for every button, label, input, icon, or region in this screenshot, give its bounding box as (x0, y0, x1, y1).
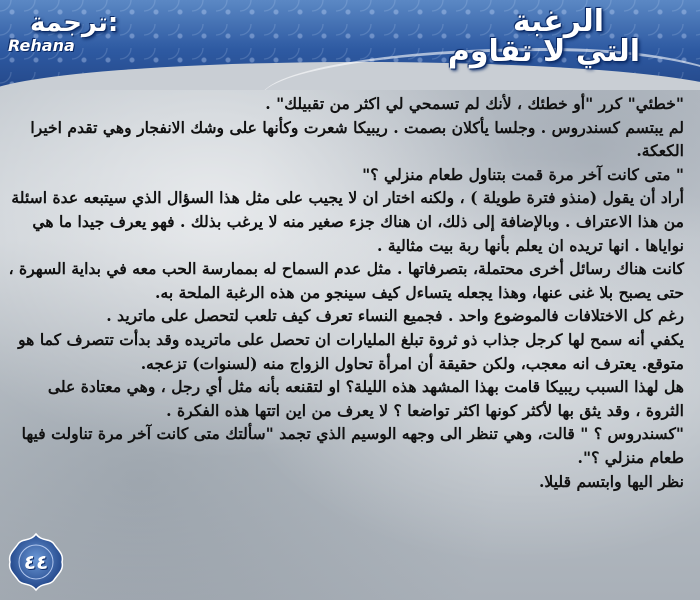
paragraph: أراد أن يقول (منذو فترة طويلة ) ، ولكنه اختار ان لا يجيب على مثل هذا السؤال الذي سيتبعه عدة اسئلة من هذا الاعتراف . وبالإضافة إلى ذلك، ان هناك جزء صغير منه لا يرغب بذلك . فهو يعرف جيدا ما هي نواياها . انها تريده ان يعلم بأنها ربة بيت مثالية . (11, 188, 684, 255)
paragraph: " متى كانت آخر مرة قمت بتناول طعام منزلي ؟" (362, 164, 684, 184)
paragraph: "كسندروس ؟ " قالت، وهي تنظر الى وجهه الوسيم الذي تجمد "سألتك متى كانت آخر مرة تناولت فيها طعام منزلي ؟". (21, 424, 684, 467)
paragraph: لم يبتسم كسندروس . وجلسا يأكلان بصمت . ريبيكا شعرت وكأنها على وشك الانفجار وهي تقدم اخيرا الكعكة. (30, 117, 684, 161)
translator-name: Rehana (8, 36, 75, 55)
title-line-1: الرغبة (512, 4, 604, 39)
story-text (8, 92, 684, 493)
paragraph: نظر اليها وابتسم قليلا. (538, 471, 684, 491)
paragraph: "خطئي" كرر "أو خطئك ، لأنك لم تسمحي لي اكثر من تقبيلك" . (265, 94, 684, 113)
translation-label: ترجمة: (30, 8, 119, 38)
paragraph: هل لهذا السبب ريبيكا قامت بهذا المشهد هذه الليلة؟ او لتقنعه بأنه مثل أي رجل ، وهي معتادة على الثروة ، وقد يثق بها لأكثر كونها اكثر تواضعا ؟ لا يعرف من اين اتتها هذه الفكرة . (47, 377, 684, 420)
paragraph: يكفي أنه سمح لها كرجل جذاب ذو ثروة تبلغ المليارات ان تحصل على ماتريده وقد بدأت تتصرف كما هو متوقع. يعترف انه معجب، ولكن حقيقة أن امرأة تحاول الزواج منه (لسنوات) تزعجه. (18, 329, 684, 373)
page-number: ٤٤ (23, 550, 49, 574)
header-banner (0, 0, 700, 90)
title-line-2: التي لا تقاوم (447, 34, 640, 69)
paragraph: كانت هناك رسائل أخرى محتملة، بتصرفاتها . مثل عدم السماح له بممارسة الحب معه في بداية السهرة ، حتى يصبح بلا غنى عنها، وهذا يجعله يتساءل كيف سينجو من هذه الرغبة الملحة به. (8, 259, 684, 302)
paragraph: رغم كل الاختلافات فالموضوع واحد . فجميع النساء تعرف كيف تلعب لتحصل على ماتريد . (106, 306, 684, 326)
